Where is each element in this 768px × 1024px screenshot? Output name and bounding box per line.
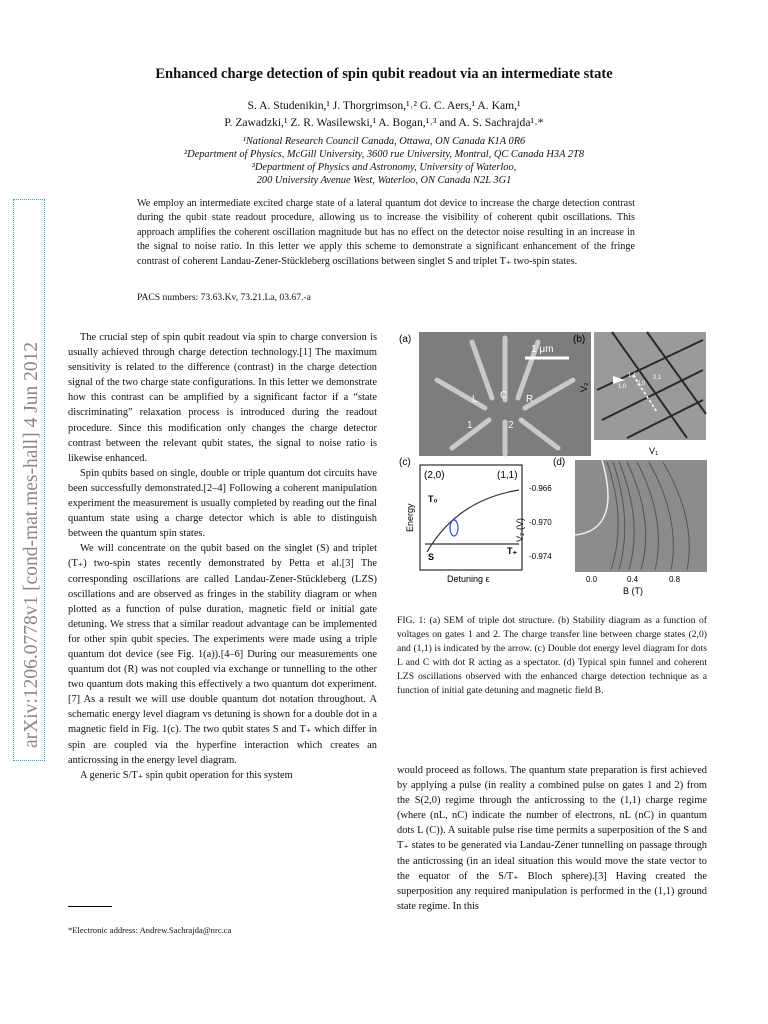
- xtick: 0.8: [669, 575, 681, 584]
- body-left-column: [68, 330, 377, 783]
- scale-bar-label: 1 μm: [531, 344, 554, 355]
- t0-label: T₀: [428, 494, 438, 504]
- paragraph: A generic S/T₊ spin qubit operation for this system: [80, 769, 293, 781]
- affiliation-4: 200 University Avenue West, Waterloo, ON Canada N2L 3G1: [256, 175, 512, 186]
- authors-line-2: P. Zawadzki,¹ Z. R. Wasilewski,¹ A. Bogan,¹˒³ and A. S. Sachrajda¹˒*: [224, 116, 544, 129]
- authors-line-1: S. A. Studenikin,¹ J. Thorgrimson,¹˒² G. C. Aers,¹ A. Kam,¹: [247, 99, 521, 112]
- detuning-xlabel: Detuning ε: [447, 574, 490, 584]
- pacs-numbers: PACS numbers: 73.63.Kv, 73.21.La, 03.67.-a: [137, 292, 311, 303]
- region-2-0: (2,0): [424, 470, 445, 481]
- gate-2-label: 2: [508, 420, 514, 431]
- panel-b-xlabel: V₁: [649, 446, 659, 456]
- paragraph: Spin qubits based on single, double or triple quantum dot circuits have been successfully demonstrated.[2–4] Following a coherent manipulation experiment the measurement is usually completed by reading out the final quantum state using a charge detector which is able to distinguish between the quantum spin states.: [68, 467, 377, 540]
- panel-b-ylabel: V₂: [579, 382, 589, 392]
- tplus-label: T₊: [507, 546, 518, 556]
- region-label-2-1: 2,1: [653, 375, 662, 381]
- panel-a-label: (a): [399, 334, 412, 345]
- paragraph: would proceed as follows. The quantum state preparation is first achieved by applying a pulse (in reality a combined pulse on gates 1 and 2) from the S(2,0) regime through the anticrossing to the (1,1) charge regime (where (nL, nC) indicate the number of electrons, nL (nC) in quantum dots L (C)). A suitable pulse rise time permits a superposition of the S and T₊ states to be generated via Landau-Zener tunnelling on passage through the anticrossing (in an ideal situation this would move the state vector to the equator of the S/T₊ Bloch sphere).[3] Having created the superposition any required manipulation is performed in the (1,1) ground state regime. In this: [397, 765, 707, 912]
- gate-1-label: 1: [467, 420, 473, 431]
- ytick: -0.966: [529, 484, 552, 493]
- arxiv-stamp-text: arXiv:1206.0778v1 [cond-mat.mes-hall] 4 Jun 2012: [21, 341, 42, 748]
- body-right-column: [397, 763, 707, 914]
- paragraph: The crucial step of spin qubit readout via spin to charge conversion is usually achieved through charge detection technology.[1] The maximum sensitivity is related to the difference (contrast) in the charge detection signal of the two charge state configurations. In this letter we demonstrate how this contrast can be amplified by a significant factor if a “state discriminating” relaxation process is introduced during the readout procedure. Since this modification only changes the charge detector contrast between the relevant qubit states, the signal to noise ratio is likewise enhanced.: [68, 332, 377, 464]
- footnote-rule: [68, 906, 112, 907]
- footnote[interactable]: *Electronic address: Andrew.Sachrajda@nrc.ca: [68, 925, 232, 935]
- region-label-1-1: 1,1: [628, 373, 637, 379]
- affiliation-2: ²Department of Physics, McGill University, 3600 rue University, Montral, QC Canada H3A 2T8: [183, 149, 585, 160]
- ytick: -0.970: [529, 518, 552, 527]
- dot-l-label: L: [472, 394, 478, 405]
- figure-1-svg: [397, 330, 709, 600]
- region-1-1: (1,1): [497, 470, 518, 481]
- dot-c-label: C: [500, 390, 508, 401]
- xtick: 0.4: [627, 575, 639, 584]
- affiliation-3: ³Department of Physics and Astronomy, University of Waterloo,: [251, 162, 517, 173]
- panel-b-label: (b): [573, 334, 586, 345]
- figure-1: [397, 330, 709, 600]
- panel-d-label: (d): [553, 457, 566, 468]
- panel-c-label: (c): [399, 457, 411, 468]
- panel-d-ylabel: V₂ (V): [515, 518, 525, 542]
- oscillation-icon: [450, 520, 458, 536]
- dot-r-label: R: [526, 394, 534, 405]
- xtick: 0.0: [586, 575, 598, 584]
- affiliation-1: ¹National Research Council Canada, Ottawa, ON Canada K1A 0R6: [242, 136, 526, 147]
- paragraph: We will concentrate on the qubit based on the singlet (S) and triplet (T₊) two-spin states recently demonstrated by Petta et al.[3] The corresponding oscillations are called Landau-Zener-Stückleberg (LZS) oscillations and are observed as fringes in the stability diagram or when plotted as a function of pulse duration, magnetic field or initial gate detuning. We stress that a similar readout advantage can be implemented for other spin qubit species. The experiments were made using a triple quantum dot device (see Fig. 1(a)).[4–6] During our measurements one quantum dot (R) was not coupled via exchange or tunnelling to the other two quantum dots making this effectively a two quantum dot experiment.[7] As a result we will use double quantum dot notation throughout. A schematic energy level diagram vs detuning is shown for a double dot in a magnetic field in Fig. 1(c). The two qubit states S and T₊ which differ in spin are coupled via the hyperfine interaction which creates an anticrossing in the energy level diagram.: [68, 543, 377, 766]
- figure-1-caption: FIG. 1: (a) SEM of triple dot structure. (b) Stability diagram as a function of voltages on gates 1 and 2. The charge transfer line between charge states (2,0) and (1,1) is indicated by the arrow. (c) Double dot energy level diagram for dots L and C with dot R acting as a spectator. (d) Typical spin funnel and coherent LZS oscillations observed with the enhanced charge detection technique as a function of initial gate detuning and magnetic field B.: [397, 615, 707, 696]
- panel-d-xlabel: B (T): [623, 586, 643, 596]
- energy-ylabel: Energy: [405, 503, 415, 532]
- arxiv-stamp[interactable]: [14, 200, 44, 760]
- abstract: We employ an intermediate excited charge state of a lateral quantum dot device to increase the charge detection contrast during the qubit state readout procedure, allowing us to increase the visibility of coherent qubit oscillations. This approach amplifies the coherent oscillation magnitude but has no effect on the detector noise resulting in an increase in the signal to noise ratio. In this letter we apply this scheme to demonstrate a significant enhancement of the fringe contrast of coherent Landau-Zener-Stückleberg oscillations between singlet S and triplet T₊ two-spin states.: [137, 198, 635, 267]
- region-label-1-0: 1,0: [618, 384, 627, 390]
- spin-funnel-plot: [575, 460, 707, 572]
- region-label-2-0: 2,0: [637, 381, 646, 387]
- paper-title: Enhanced charge detection of spin qubit readout via an intermediate state: [155, 66, 613, 82]
- ytick: -0.974: [529, 552, 552, 561]
- s-label: S: [428, 552, 435, 562]
- singlet-curve: [427, 490, 519, 552]
